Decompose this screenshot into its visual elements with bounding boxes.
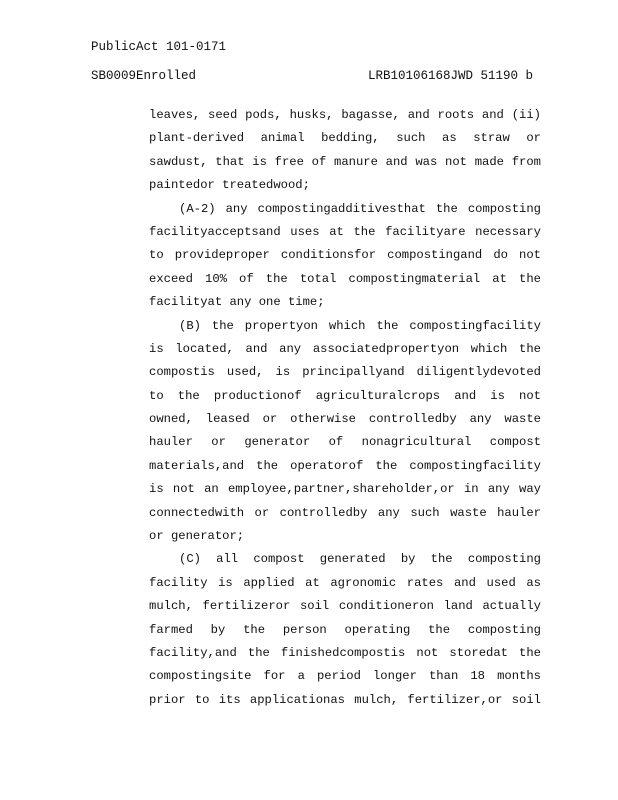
public-act-number: PublicAct 101-0171 — [91, 40, 227, 54]
text-line: compostingsite for a period longer than 18 months — [149, 669, 541, 684]
text-line: exceed 10% of the total compostingmaterial at the — [149, 271, 541, 286]
text-line: (A-2) any compostingadditivesthat the composting — [179, 201, 541, 216]
text-line: farmed by the person operating the composting — [149, 622, 541, 637]
text-line: prior to its applicationas mulch, fertilizer,or soil — [149, 692, 541, 707]
text-line: is located, and any associatedpropertyon which the — [149, 341, 541, 356]
text-line: (C) all compost generated by the composting — [179, 552, 541, 567]
text-line: compostis used, is principallyand diligentlydevoted — [149, 365, 541, 380]
lrb-reference: LRB10106168JWD 51190 b — [368, 69, 534, 83]
text-line: materials,and the operatorof the compostingfacility — [149, 458, 541, 473]
text-line: to provideproper conditionsfor compostingand do not — [149, 248, 541, 263]
text-line: leaves, seed pods, husks, bagasse, and roots and (ii) — [149, 108, 541, 122]
text-line: paintedor treatedwood; — [149, 178, 310, 193]
text-line: facilityacceptsand uses at the facilityare necessary — [149, 224, 541, 239]
text-line: facility,and the finishedcompostis not storedat the — [149, 645, 541, 660]
text-line: connectedwith or controlledby any such waste hauler — [149, 505, 541, 520]
text-line: facility is applied at agronomic rates and used as — [149, 575, 541, 590]
text-line: owned, leased or otherwise controlledby any waste — [149, 412, 541, 427]
text-line: facilityat any one time; — [149, 295, 325, 310]
text-line: is not an employee,partner,shareholder,or in any way — [149, 482, 541, 497]
text-line: (B) the propertyon which the compostingfacility — [179, 318, 541, 333]
bill-text-body — [149, 104, 541, 712]
text-line: hauler or generator of nonagricultural compost — [149, 435, 541, 450]
text-line: or generator; — [149, 529, 245, 544]
text-line: sawdust, that is free of manure and was not made from — [149, 154, 541, 169]
bill-number: SB0009Enrolled — [91, 69, 197, 83]
text-line: mulch, fertilizeror soil conditioneron land actually — [149, 599, 541, 614]
text-line: plant-derived animal bedding, such as straw or — [149, 131, 541, 146]
text-line: to the productionof agriculturalcrops and is not — [149, 388, 541, 403]
